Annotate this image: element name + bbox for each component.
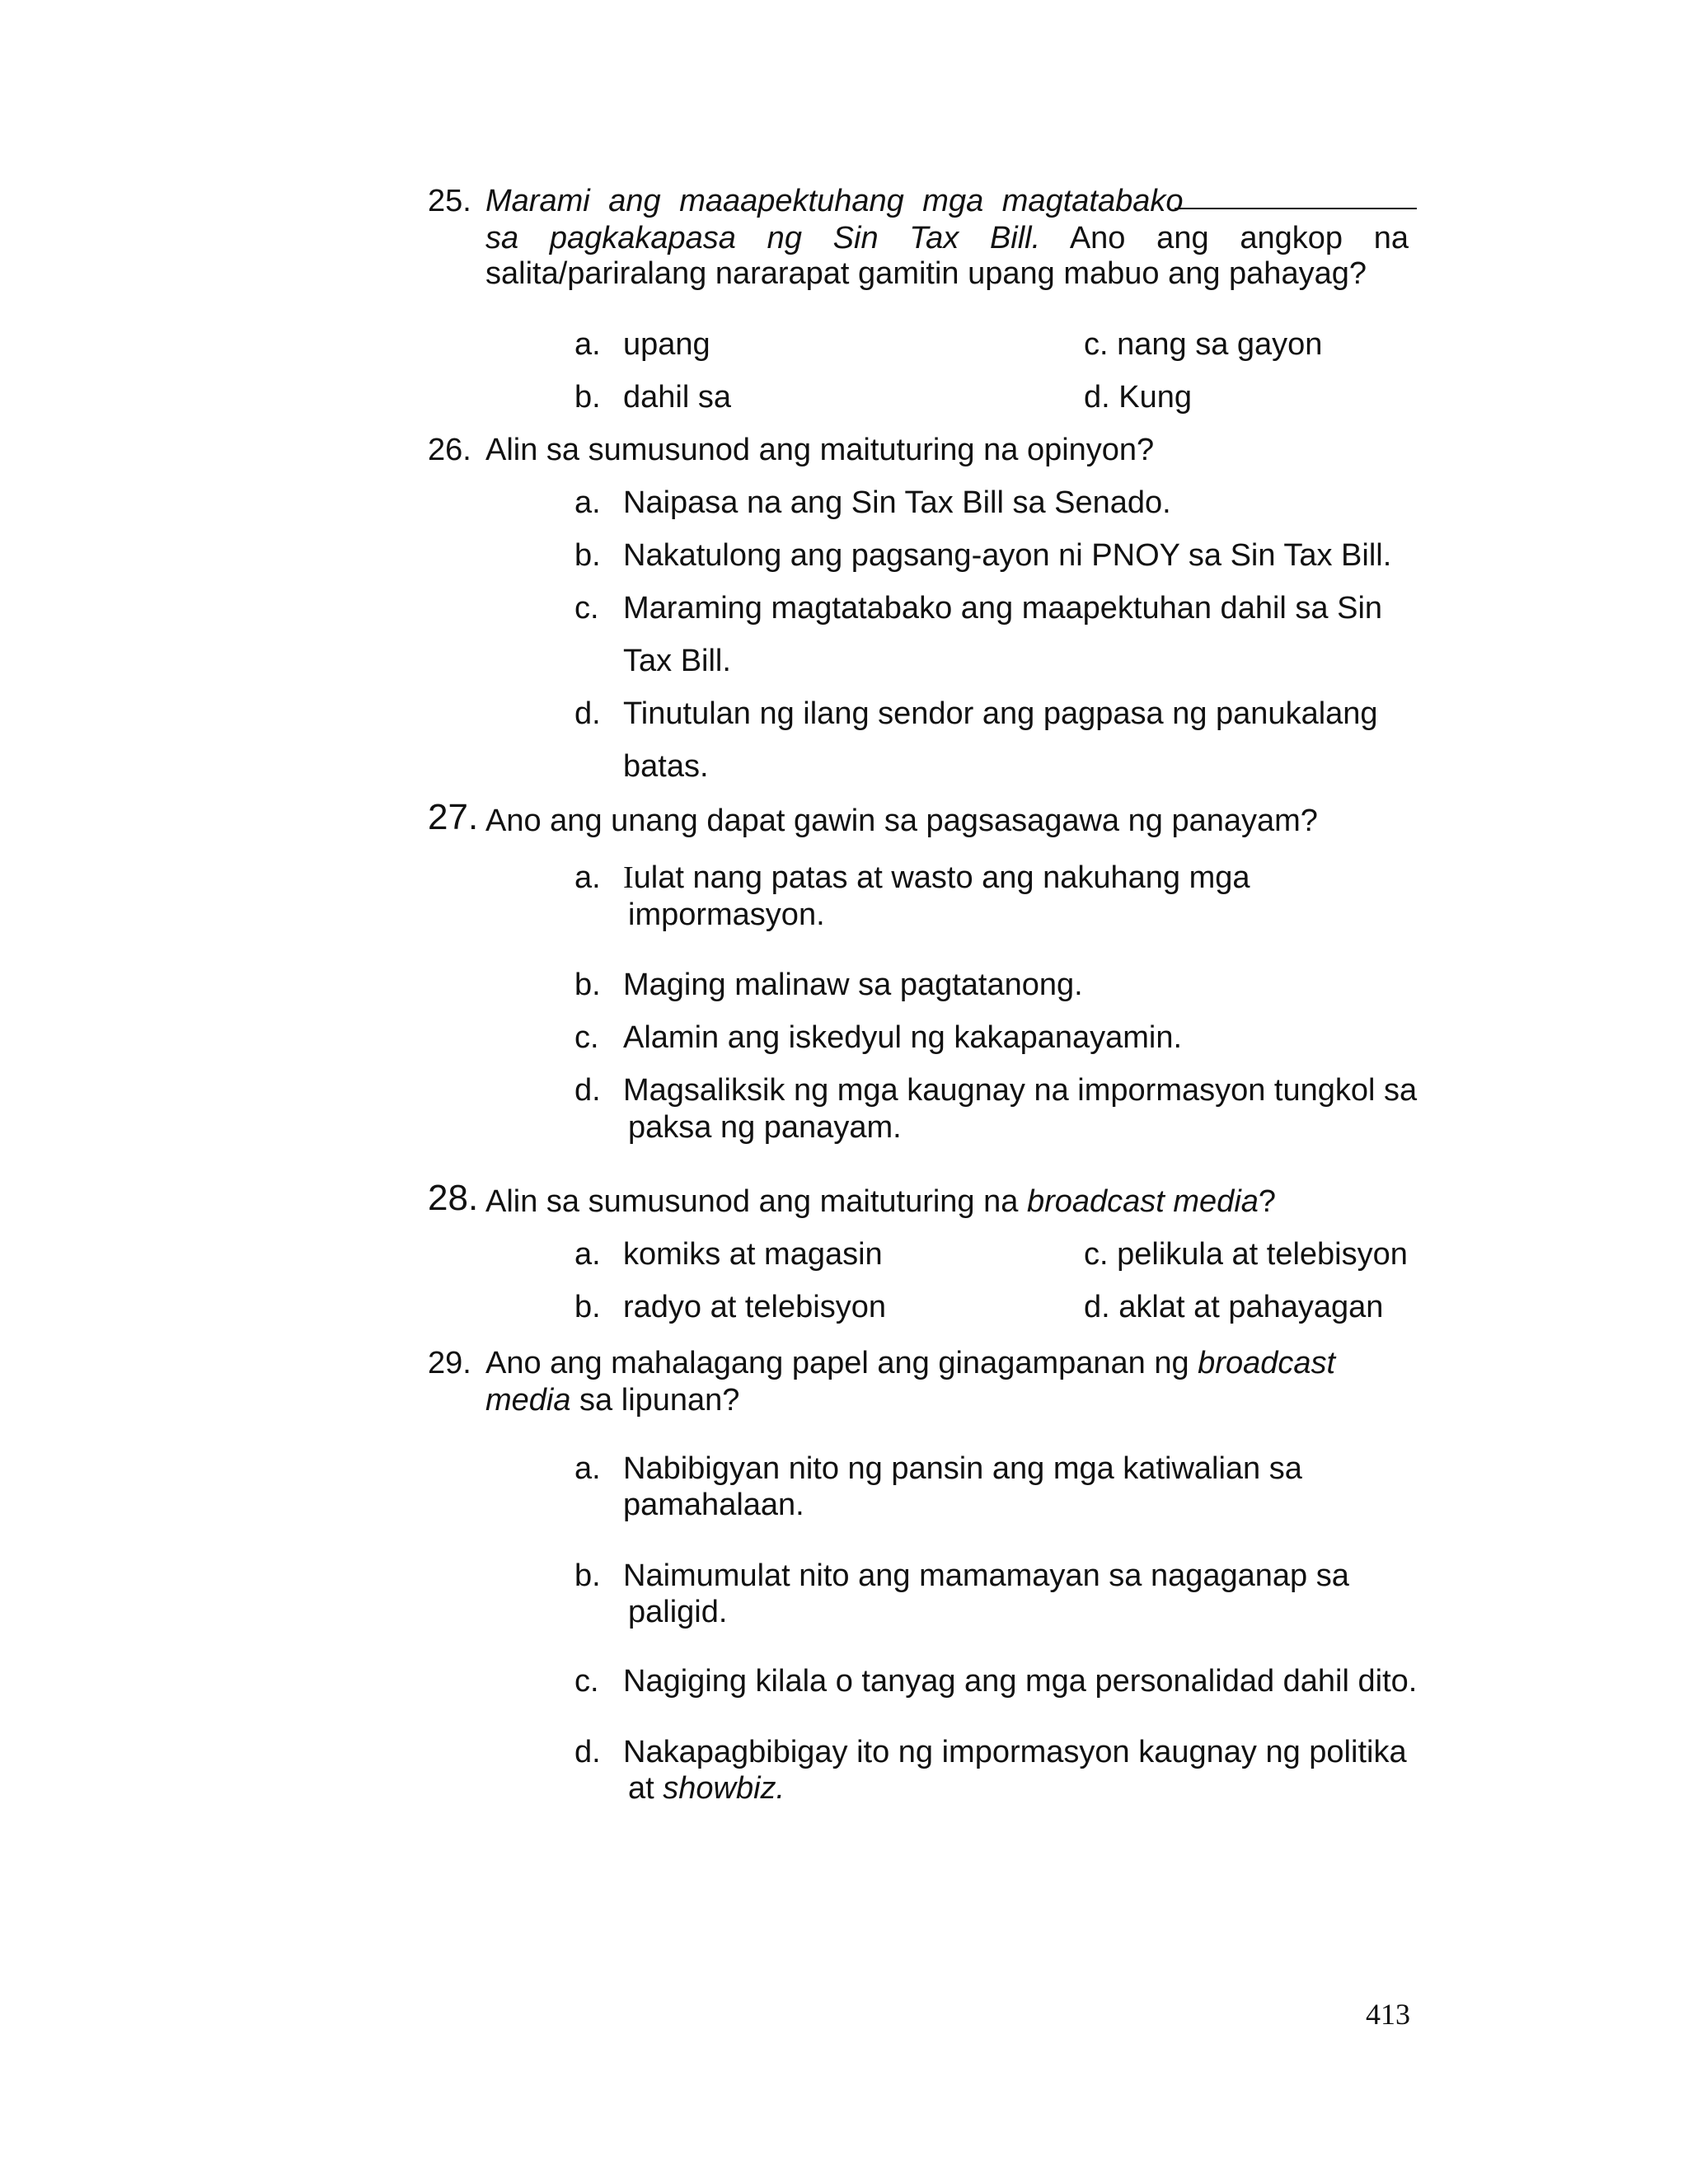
question-number: 25. — [428, 184, 471, 218]
question-number: 27. — [428, 797, 479, 837]
choice-text: Nakatulong ang pagsang-ayon ni PNOY sa Sin Tax Bill. — [623, 538, 1392, 573]
question-stem-italic: media — [485, 1383, 571, 1418]
choice-text-continuation: impormasyon. — [628, 898, 825, 932]
choice-text-rest: ulat nang patas at wasto ang nakuhang mga — [633, 860, 1250, 895]
question-stem-italic: broadcast media — [1026, 1184, 1259, 1219]
question-stem-line: salita/pariralang nararapat gamitin upang mabuo ang pahayag? — [485, 256, 1367, 291]
choice-text: c. pelikula at telebisyon — [1084, 1237, 1408, 1272]
choice-text-initial: I — [623, 860, 634, 895]
choice-text: Maraming magtatabako ang maapektuhan dahil sa Sin — [623, 591, 1383, 626]
choice-letter: d. — [574, 1735, 601, 1769]
choice-text: Nakapagbibigay ito ng impormasyon kaugnay ng politika — [623, 1735, 1407, 1769]
choice-text: Nabibigyan nito ng pansin ang mga katiwalian sa — [623, 1451, 1302, 1486]
choice-text-continuation: batas. — [623, 749, 709, 784]
choice-letter: c. — [574, 591, 599, 626]
question-stem — [485, 1183, 1276, 1220]
question-stem-text: Ano ang angkop na — [1040, 221, 1409, 255]
question-stem-text: Ano ang mahalagang papel ang ginagampanan ng — [485, 1346, 1198, 1380]
choice-text: Maging malinaw sa pagtatanong. — [623, 968, 1083, 1002]
choice-letter: b. — [574, 538, 601, 573]
choice-letter: c. — [574, 1020, 599, 1055]
choice-text: Naimumulat nito ang mamamayan sa nagaganap sa — [623, 1558, 1349, 1593]
choice-letter: a. — [574, 327, 601, 362]
choice-letter: b. — [574, 380, 601, 415]
choice-text: dahil sa — [623, 380, 731, 415]
choice-letter: b. — [574, 1290, 601, 1324]
choice-text: Nagiging kilala o tanyag ang mga personalidad dahil dito. — [623, 1664, 1418, 1699]
choice-text-continuation: Tax Bill. — [623, 644, 731, 678]
choice-text: Alamin ang iskedyul ng kakapanayamin. — [623, 1020, 1183, 1055]
choice-text-continuation-plain: at — [628, 1771, 663, 1806]
choice-text: c. nang sa gayon — [1084, 327, 1323, 362]
question-stem-text: sa lipunan? — [570, 1383, 740, 1418]
choice-text: Magsaliksik ng mga kaugnay na impormasyon tungkol sa — [623, 1073, 1418, 1108]
choice-text-continuation-italic: showbiz. — [663, 1771, 785, 1806]
choice-text: komiks at magasin — [623, 1237, 883, 1272]
choice-letter: d. — [574, 696, 601, 731]
choice-letter: b. — [574, 1558, 601, 1593]
choice-text-continuation — [628, 1770, 785, 1807]
choice-letter: c. — [574, 1664, 599, 1699]
choice-text: d. Kung — [1084, 380, 1192, 415]
choice-text: Naipasa na ang Sin Tax Bill sa Senado. — [623, 485, 1171, 520]
answer-blank — [1175, 183, 1417, 209]
choice-text: radyo at telebisyon — [623, 1290, 886, 1324]
choice-text: Tinutulan ng ilang sendor ang pagpasa ng panukalang — [623, 696, 1378, 731]
question-stem: Alin sa sumusunod ang maituturing na opinyon? — [485, 433, 1155, 467]
question-number: 28. — [428, 1178, 479, 1218]
question-stem-italic: sa pagkakapasa ng Sin Tax Bill. — [485, 221, 1041, 255]
choice-text: upang — [623, 327, 710, 362]
choice-letter: a. — [574, 860, 601, 895]
question-stem-text: Marami ang maaapektuhang mga magtatabako — [485, 184, 1184, 218]
choice-text-continuation: pamahalaan. — [623, 1488, 804, 1522]
question-stem: Ano ang unang dapat gawin sa pagsasagawa ng panayam? — [485, 804, 1318, 838]
choice-letter: b. — [574, 968, 601, 1002]
choice-letter: a. — [574, 1237, 601, 1272]
question-stem-line — [485, 183, 1409, 219]
choice-text — [623, 860, 1250, 896]
page-number: 413 — [1366, 1998, 1410, 2031]
question-stem-italic: broadcast — [1198, 1346, 1336, 1380]
question-number: 29. — [428, 1346, 471, 1380]
choice-text: d. aklat at pahayagan — [1084, 1290, 1384, 1324]
choice-letter: a. — [574, 485, 601, 520]
question-number: 26. — [428, 433, 471, 467]
question-stem-text: Alin sa sumusunod ang maituturing na — [485, 1184, 1027, 1219]
question-stem — [485, 1345, 1335, 1381]
choice-letter: a. — [574, 1451, 601, 1486]
question-stem-text: ? — [1258, 1184, 1277, 1219]
choice-text-continuation: paligid. — [628, 1595, 728, 1629]
question-stem-line — [485, 1382, 739, 1418]
choice-letter: d. — [574, 1073, 601, 1108]
choice-text-continuation: paksa ng panayam. — [628, 1110, 902, 1145]
question-stem-line — [485, 220, 1409, 256]
